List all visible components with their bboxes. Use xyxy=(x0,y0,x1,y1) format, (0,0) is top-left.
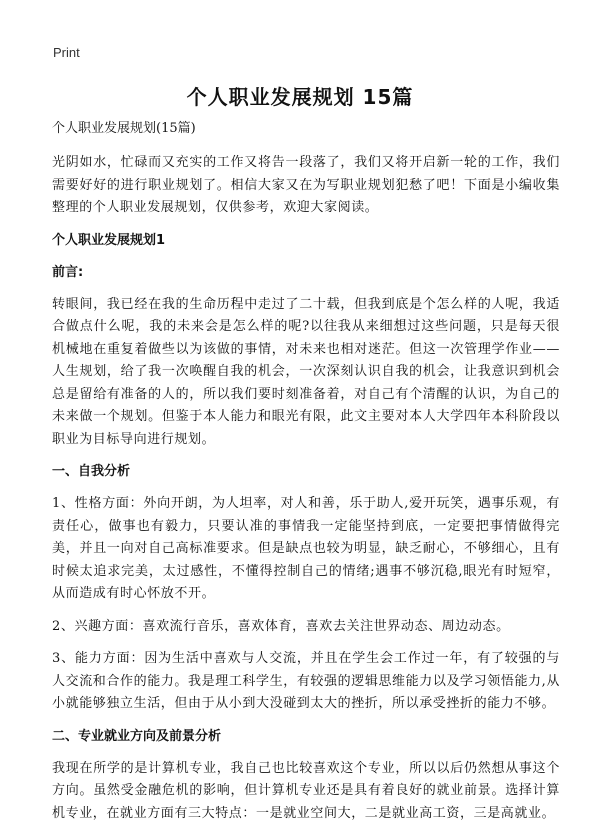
intro-paragraph: 光阴如水，忙碌而又充实的工作又将告一段落了，我们又将开启新一轮的工作，我们需要好好的进行职业规划了。相信大家又在为写职业规划犯愁了吧！下面是小编收集整理的个人职业发展规划，仅供参考，欢迎大家阅读。 xyxy=(52,155,560,215)
interests-paragraph: 2、兴趣方面：喜欢流行音乐，喜欢体育，喜欢去关注世界动态、周边动态。 xyxy=(52,618,510,634)
section-title: 个人职业发展规划1 xyxy=(52,232,166,248)
personality-paragraph: 1、性格方面：外向开朗，为人坦率，对人和善，乐于助人,爱开玩笑，遇事乐观，有责任心，做事也有毅力，只要认准的事情我一定能坚持到底，一定要把事情做得完美，并且一向对自己高标准要求。但是缺点也较为明显，缺乏耐心，不够细心，且有时候太追求完美，太过感性，不懂得控制自己的情绪;遇事不够沉稳,眼光有时短窄，从而造成有时心怀放不开。 xyxy=(52,496,560,601)
career-direction-heading: 二、专业就业方向及前景分析 xyxy=(52,728,222,744)
document-title: 个人职业发展规划 15篇 xyxy=(186,85,414,109)
career-paragraph: 我现在所学的是计算机专业，我自己也比较喜欢这个专业，所以以后仍然想从事这个方向。虽然受金融危机的影响，但计算机专业还是具有着良好的就业前景。选择计算机专业，在就业方面有三大特点：一是就业空间大，二是就业高工资，三是高就业。 xyxy=(52,760,560,821)
document-body xyxy=(52,118,560,835)
preface-label: 前言: xyxy=(52,264,84,280)
abilities-paragraph: 3、能力方面：因为生活中喜欢与人交流，并且在学生会工作过一年，有了较强的与人交流和合作的能力。我是理工科学生，有较强的逻辑思维能力以及学习领悟能力,从小就能够独立生活，但由于从小到大没碰到太大的挫折，所以承受挫折的能力不够。 xyxy=(52,651,560,711)
print-label: Print xyxy=(53,45,80,60)
preface-paragraph: 转眼间，我已经在我的生命历程中走过了二十载，但我到底是个怎么样的人呢，我适合做点什么呢，我的未来会是怎么样的呢?以往我从来细想过这些问题，只是每天很机械地在重复着做些以为该做的事情，对未来也相对迷茫。但这一次管理学作业——人生规划，给了我一次唤醒自我的机会，一次深刻认识自我的机会，让我意识到机会总是留给有准备的人的，所以我们要时刻准备着，对自己有个清醒的认识，为自己的未来做一个规划。但鉴于本人能力和眼光有限，此文主要对本人大学四年本科阶段以职业为目标导向进行规划。 xyxy=(52,296,560,447)
self-analysis-heading: 一、自我分析 xyxy=(52,464,131,479)
document-subtitle: 个人职业发展规划(15篇) xyxy=(52,121,196,136)
